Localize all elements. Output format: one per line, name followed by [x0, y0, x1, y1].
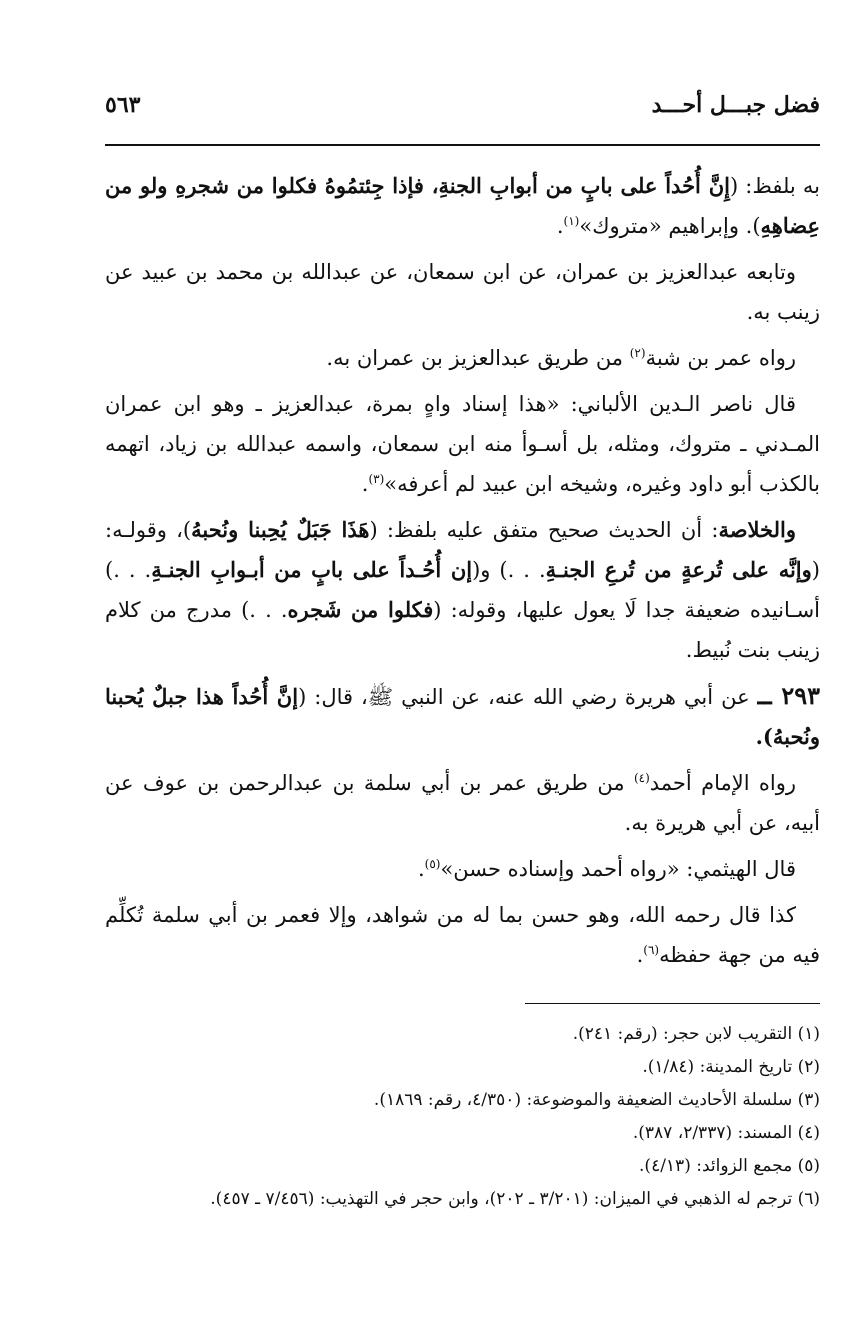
footnote-divider: [525, 1003, 820, 1004]
hadith-number: ٢٩٣ ــ: [757, 681, 820, 710]
footnote-ref[interactable]: (٣): [368, 472, 385, 486]
paragraph-3: رواه عمر بن شبة$^{(٢)}$ من طريق عبدالعزيز بن عمران به.: [326, 346, 796, 370]
hadith-quote: إِنَّ أُحُداً على بابٍ من أبوابِ الجنةِ، فإذا جِئتمُوهُ فكلوا من شجرهِ ولو من عِضاهِهِ: [105, 173, 820, 238]
footnote-2: (٢) تاريخ المدينة: (١/٨٤).: [642, 1057, 820, 1077]
paragraph-2: وتابعه عبدالعزيز بن عمران، عن ابن سمعان، عن عبدالله بن محمد بن عبيد عن زينب به.: [105, 260, 820, 324]
paragraph-7: قال الهيثمي: «رواه أحمد وإسناده حسن»$^{(٥)}$.: [417, 857, 796, 881]
footnote-3: (٣) سلسلة الأحاديث الضعيفة والموضوعة: (٤/٣٥٠، رقم: ١٨٦٩).: [373, 1090, 820, 1110]
conclusion-label: والخلاصة: [718, 517, 796, 542]
paragraph-1: به بلفظ: (إِنَّ أُحُداً على بابٍ من أبوابِ الجنةِ، فإذا جِئتمُوهُ فكلوا من شجرهِ ولو من عِضاهِهِ). وإبراهيم «متروك»$^{(١)}$.: [105, 173, 820, 238]
footnote-ref[interactable]: (١): [563, 214, 580, 228]
hadith-quote: فكلوا من شَجره: [287, 597, 434, 622]
footnote-ref[interactable]: (٥): [424, 857, 441, 871]
footnote-5: (٥) مجمع الزوائد: (٤/١٣).: [639, 1156, 820, 1176]
footnotes: [105, 1018, 820, 1216]
hadith-293: ٢٩٣ ــ عن أبي هريرة رضي الله عنه، عن النبي ﷺ، قال: (إنَّ أُحُداً هذا جبلٌ يُحبنا ونُحبهُ).: [105, 681, 820, 749]
hadith-quote: وإنَّه على تُرعةٍ من تُرعِ الجنـةِ: [545, 557, 812, 582]
footnote-ref[interactable]: (٦): [643, 943, 660, 957]
paragraph-8: كذا قال رحمه الله، وهو حسن بما له من شواهد، وإلا فعمر بن أبي سلمة تُكلِّم فيه من جهة حفظه$^{(٦)}$.: [105, 903, 820, 967]
footnote-4: (٤) المسند: (٢/٣٣٧، ٣٨٧).: [632, 1123, 820, 1143]
footnote-6: (٦) ترجم له الذهبي في الميزان: (٣/٢٠١ ـ ٢٠٢)، وابن حجر في التهذيب: (٧/٤٥٦ ـ ٤٥٧).: [210, 1189, 820, 1209]
book-page: [105, 0, 820, 1330]
footnote-ref[interactable]: (٢): [629, 346, 646, 360]
hadith-quote: هَذَا جَبَلٌ يُحِبنا ونُحبهُ: [191, 517, 370, 542]
paragraph-4: قال ناصر الـدين الألباني: «هذا إسناد واهٍ بمرة، عبدالعزيز ـ وهو ابن عمران المـدني ـ متروك، ومثله، بل أسـوأ منه ابن سمعان، واسمه عبدالله بن زياد، اتهمه بالكذب أبو داود وغيره، وشيخه ابن عبيد لم أعرفه»$^{(٣)}$.: [105, 392, 820, 496]
chapter-title: فضل جبـــل أحـــد: [651, 92, 820, 118]
hadith-quote: إنَّ أُحُداً هذا جبلٌ يُحبنا ونُحبهُ: [105, 684, 820, 749]
paragraph-6: رواه الإمام أحمد$^{(٤)}$ من طريق عمر بن أبي سلمة بن عبدالرحمن بن عوف عن أبيه، عن أبي هريرة به.: [105, 771, 820, 835]
running-header: [105, 92, 820, 128]
page-number: ٥٦٣: [105, 92, 141, 118]
footnote-ref[interactable]: (٤): [633, 771, 650, 785]
footnote-1: (١) التقريب لابن حجر: (رقم: ٢٤١).: [572, 1024, 820, 1044]
main-text: [105, 166, 820, 981]
hadith-quote: إن أُحُـداً على بابٍ من أبـوابِ الجنـةِ: [151, 557, 473, 582]
header-divider: [105, 144, 820, 146]
paragraph-conclusion: والخلاصة: أن الحديث صحيح متفق عليه بلفظ: (هَذَا جَبَلٌ يُحِبنا ونُحبهُ)، وقولـه: (وإنَّه على تُرعةٍ من تُرعِ الجنـةِ. . .) و(إن أُحُـداً على بابٍ من أبـوابِ الجنـةِ. . .) أسـانيده ضعيفة جدا لَا يعول عليها، وقوله: (فكلوا من شَجره. . .) مدرج من كلام زينب بنت نُبيط.: [105, 517, 821, 662]
